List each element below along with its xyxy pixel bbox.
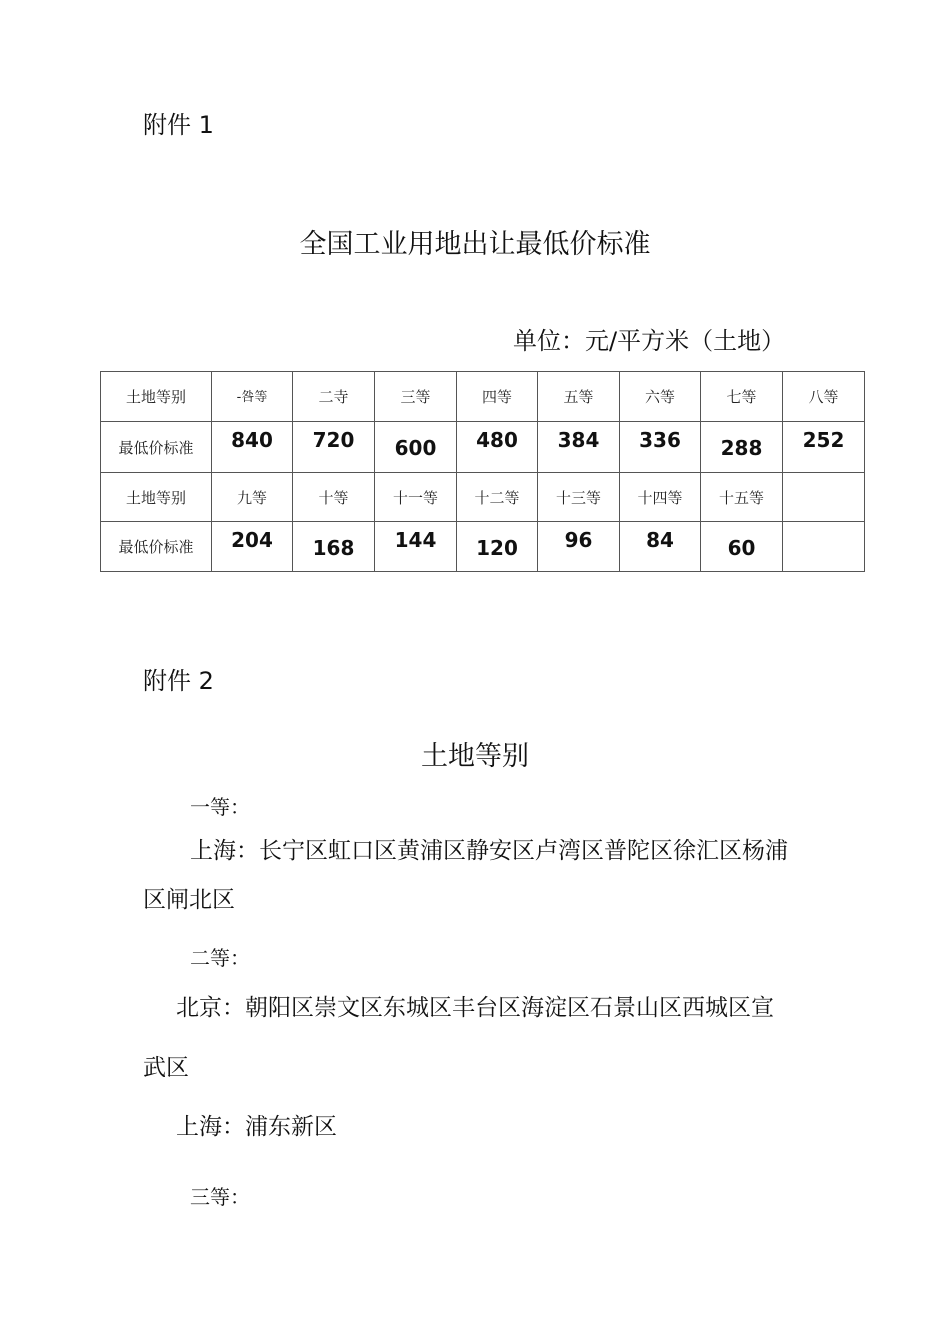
price-cell: 96: [538, 522, 620, 572]
price-cell: 336: [620, 422, 701, 473]
price-cell: 384: [538, 422, 620, 473]
price-cell: 120: [457, 522, 538, 572]
grade-1-shanghai: 上海：长宁区虹口区黄浦区静安区卢湾区普陀区徐汇区杨浦: [190, 838, 788, 864]
price-cell: 600: [375, 422, 457, 473]
grade-1-shanghai-cont: 区闸北区: [143, 887, 235, 913]
attachment-1-label: 附件 1: [143, 111, 214, 139]
price-cell: 60: [701, 522, 783, 572]
section-title: 土地等别: [421, 741, 529, 772]
row-label-grade: 土地等别: [101, 372, 212, 422]
price-cell: 480: [457, 422, 538, 473]
attachment-2-label: 附件 2: [143, 667, 214, 695]
price-cell: 204: [212, 522, 293, 572]
table-row: [101, 473, 865, 522]
grade-1-heading: 一等：: [190, 795, 250, 819]
table-row: [101, 372, 865, 422]
grade-3-heading: 三等：: [190, 1185, 250, 1209]
price-cell: 720: [293, 422, 375, 473]
grade-cell: 九等: [212, 473, 293, 522]
grade-cell: 二寺: [293, 372, 375, 422]
grade-cell: -咎等: [212, 372, 293, 422]
grade-cell: 十等: [293, 473, 375, 522]
table-row: [101, 422, 865, 473]
grade-cell: 十五等: [701, 473, 783, 522]
grade-2-beijing-cont: 武区: [143, 1055, 189, 1081]
price-table: [100, 371, 865, 572]
grade-cell: 三等: [375, 372, 457, 422]
grade-cell: 十二等: [457, 473, 538, 522]
row-label-price: 最低价标准: [101, 522, 212, 572]
table-row: [101, 522, 865, 572]
row-label-grade: 土地等别: [101, 473, 212, 522]
grade-2-beijing: 北京：朝阳区崇文区东城区丰台区海淀区石景山区西城区宣: [176, 995, 774, 1021]
price-cell: 168: [293, 522, 375, 572]
price-cell: 288: [701, 422, 783, 473]
grade-cell: 四等: [457, 372, 538, 422]
price-cell: 252: [783, 422, 865, 473]
grade-cell: [783, 473, 865, 522]
price-cell: 144: [375, 522, 457, 572]
price-cell: [783, 522, 865, 572]
grade-cell: 七等: [701, 372, 783, 422]
grade-2-heading: 二等：: [190, 946, 250, 970]
row-label-price: 最低价标准: [101, 422, 212, 473]
grade-cell: 八等: [783, 372, 865, 422]
price-cell: 84: [620, 522, 701, 572]
grade-cell: 六等: [620, 372, 701, 422]
table-title: 全国工业用地出让最低价标准: [299, 229, 651, 260]
grade-cell: 十四等: [620, 473, 701, 522]
grade-2-shanghai: 上海：浦东新区: [176, 1114, 337, 1140]
grade-cell: 十一等: [375, 473, 457, 522]
price-cell: 840: [212, 422, 293, 473]
grade-cell: 五等: [538, 372, 620, 422]
grade-cell: 十三等: [538, 473, 620, 522]
unit-label: 单位：元/平方米（土地）: [513, 327, 786, 355]
